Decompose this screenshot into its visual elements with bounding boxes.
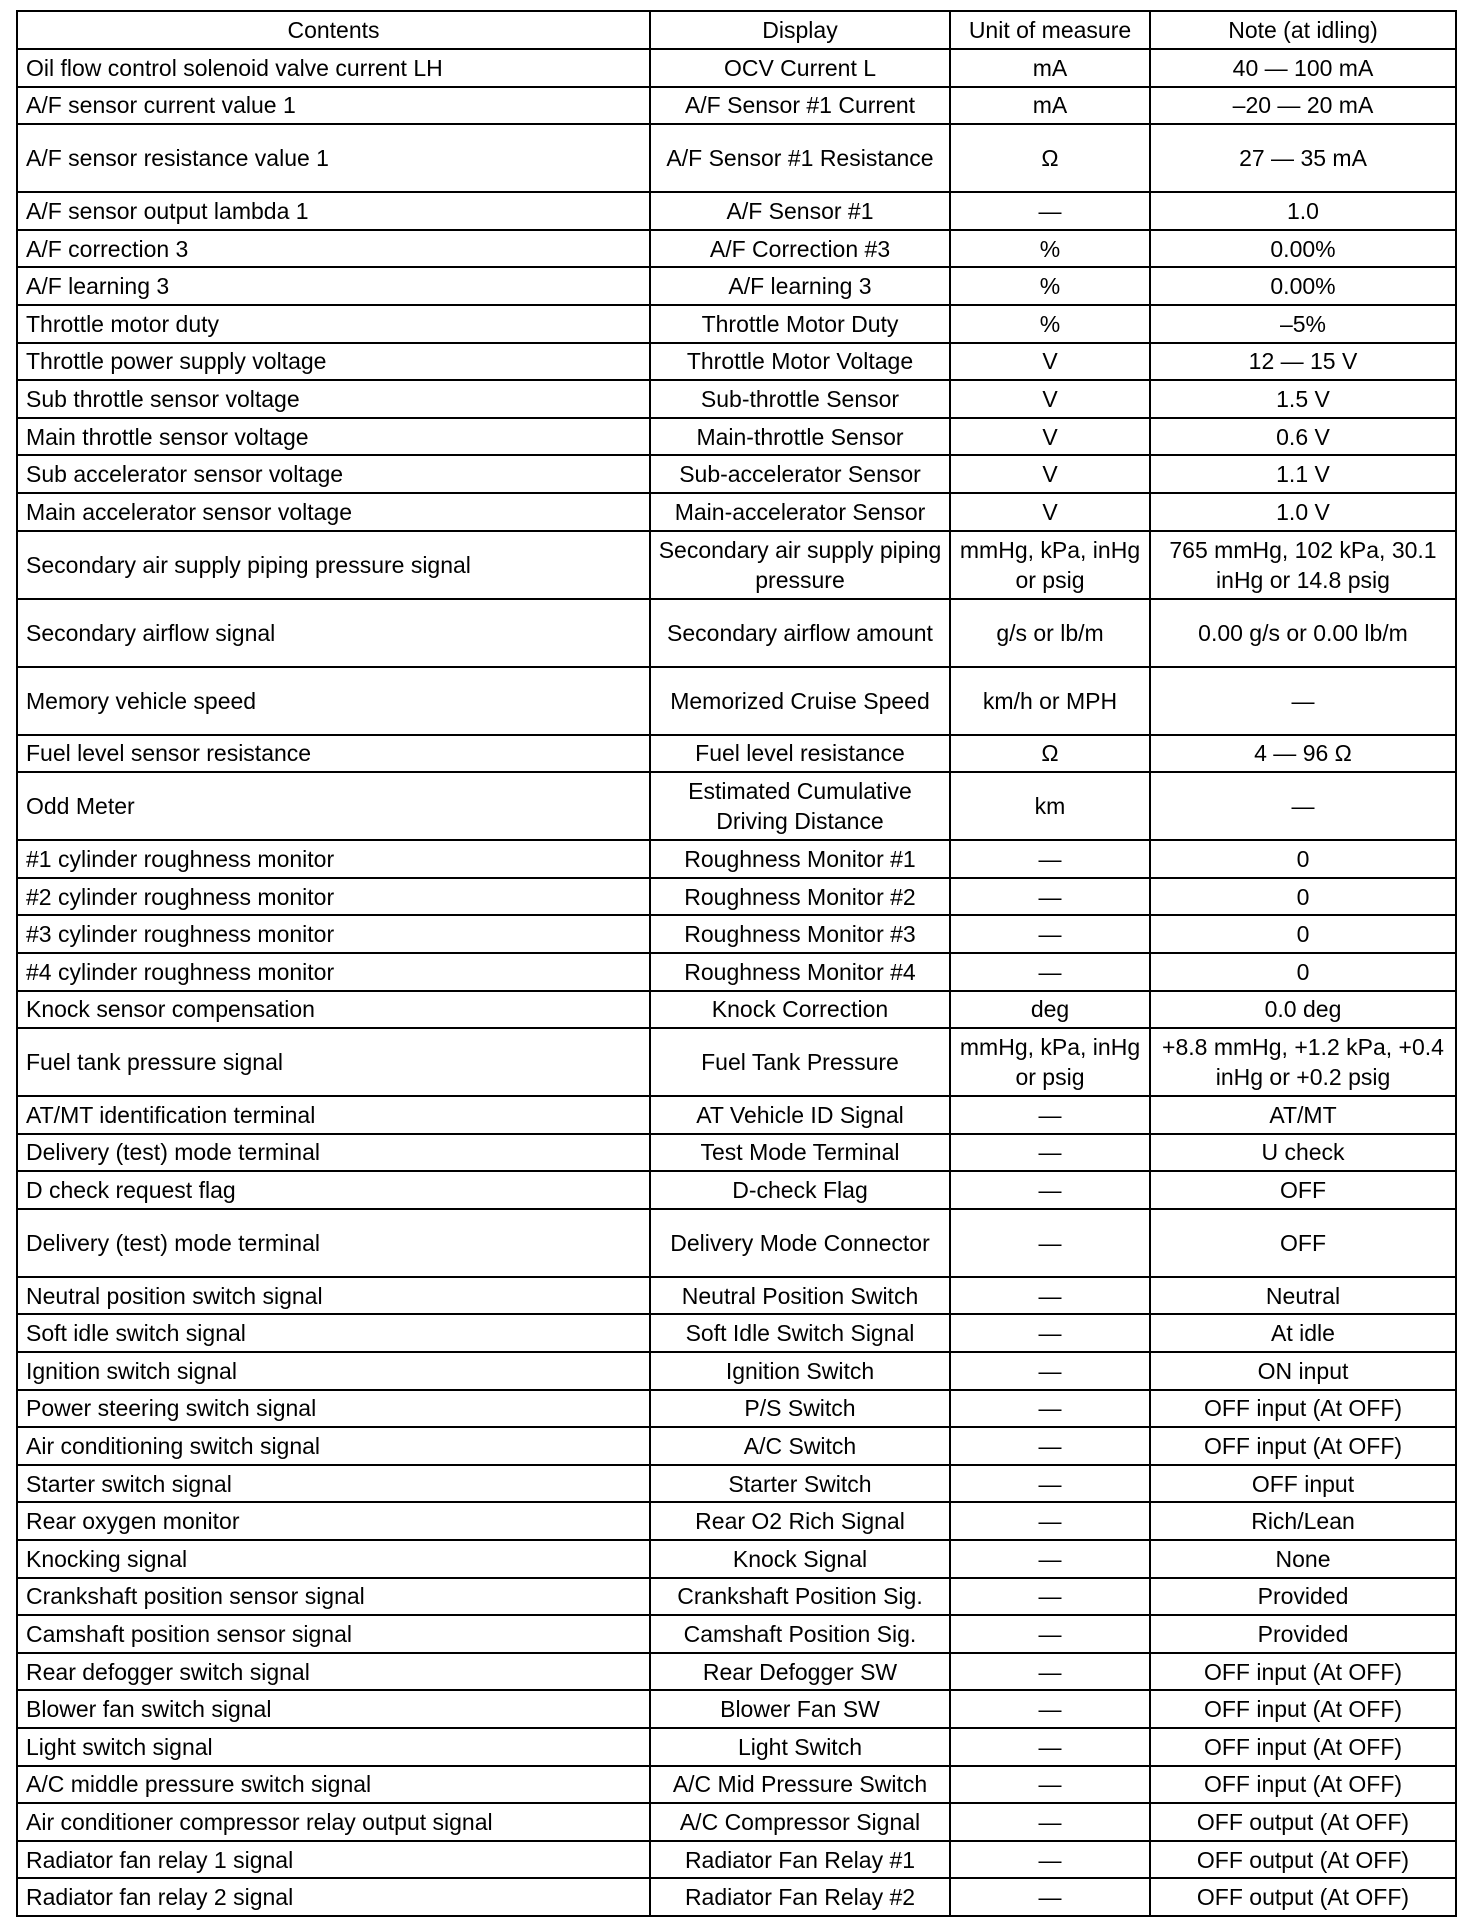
cell-display: Fuel Tank Pressure (650, 1028, 950, 1096)
cell-note: 0 (1150, 953, 1456, 991)
table-row (17, 192, 1456, 230)
cell-unit: mA (950, 49, 1150, 87)
cell-contents: Power steering switch signal (17, 1390, 650, 1428)
cell-display: Roughness Monitor #4 (650, 953, 950, 991)
cell-note: 27 — 35 mA (1150, 124, 1456, 192)
cell-contents: Blower fan switch signal (17, 1690, 650, 1728)
cell-note: OFF (1150, 1209, 1456, 1277)
cell-unit: Ω (950, 735, 1150, 773)
cell-note: –5% (1150, 305, 1456, 343)
cell-unit: % (950, 305, 1150, 343)
cell-unit: V (950, 493, 1150, 531)
table-row (17, 1803, 1456, 1841)
cell-unit: — (950, 1096, 1150, 1134)
cell-unit: — (950, 1615, 1150, 1653)
cell-contents: Neutral position switch signal (17, 1277, 650, 1315)
cell-contents: Radiator fan relay 2 signal (17, 1878, 650, 1916)
cell-note: Provided (1150, 1578, 1456, 1616)
cell-note: OFF input (At OFF) (1150, 1390, 1456, 1428)
cell-display: Fuel level resistance (650, 735, 950, 773)
cell-unit: mmHg, kPa, inHg or psig (950, 1028, 1150, 1096)
cell-unit: — (950, 915, 1150, 953)
cell-unit: — (950, 953, 1150, 991)
cell-unit: — (950, 1878, 1150, 1916)
cell-contents: #3 cylinder roughness monitor (17, 915, 650, 953)
table-row (17, 1171, 1456, 1209)
cell-note: +8.8 mmHg, +1.2 kPa, +0.4 inHg or +0.2 psig (1150, 1028, 1456, 1096)
table-row (17, 531, 1456, 599)
cell-note: — (1150, 667, 1456, 735)
cell-note: None (1150, 1540, 1456, 1578)
cell-contents: Secondary airflow signal (17, 599, 650, 667)
cell-unit: % (950, 230, 1150, 268)
table-row (17, 1540, 1456, 1578)
cell-display: Memorized Cruise Speed (650, 667, 950, 735)
cell-display: Rear Defogger SW (650, 1653, 950, 1691)
cell-unit: — (950, 1690, 1150, 1728)
table-row (17, 1209, 1456, 1277)
cell-note: 1.0 V (1150, 493, 1456, 531)
cell-contents: Camshaft position sensor signal (17, 1615, 650, 1653)
cell-contents: Main accelerator sensor voltage (17, 493, 650, 531)
cell-display: Roughness Monitor #1 (650, 840, 950, 878)
cell-note: 765 mmHg, 102 kPa, 30.1 inHg or 14.8 psig (1150, 531, 1456, 599)
table-row (17, 772, 1456, 840)
cell-note: U check (1150, 1134, 1456, 1172)
cell-display: A/C Mid Pressure Switch (650, 1766, 950, 1804)
cell-display: Main-throttle Sensor (650, 418, 950, 456)
cell-display: Radiator Fan Relay #1 (650, 1841, 950, 1879)
cell-contents: Delivery (test) mode terminal (17, 1134, 650, 1172)
cell-unit: — (950, 1502, 1150, 1540)
cell-contents: A/F correction 3 (17, 230, 650, 268)
cell-unit: V (950, 418, 1150, 456)
cell-contents: Air conditioning switch signal (17, 1427, 650, 1465)
cell-note: 0.00% (1150, 230, 1456, 268)
cell-display: A/F Sensor #1 Current (650, 87, 950, 125)
cell-unit: — (950, 1134, 1150, 1172)
cell-note: OFF input (At OFF) (1150, 1690, 1456, 1728)
cell-unit: g/s or lb/m (950, 599, 1150, 667)
cell-display: P/S Switch (650, 1390, 950, 1428)
table-row (17, 1427, 1456, 1465)
cell-unit: — (950, 1766, 1150, 1804)
cell-display: Roughness Monitor #2 (650, 878, 950, 916)
table-row (17, 380, 1456, 418)
cell-unit: km (950, 772, 1150, 840)
table-row (17, 915, 1456, 953)
cell-display: Main-accelerator Sensor (650, 493, 950, 531)
cell-display: Rear O2 Rich Signal (650, 1502, 950, 1540)
cell-display: Radiator Fan Relay #2 (650, 1878, 950, 1916)
monitor-data-table (16, 10, 1457, 1917)
cell-unit: — (950, 1277, 1150, 1315)
cell-display: Delivery Mode Connector (650, 1209, 950, 1277)
table-row (17, 493, 1456, 531)
cell-contents: Main throttle sensor voltage (17, 418, 650, 456)
cell-unit: — (950, 192, 1150, 230)
cell-unit: — (950, 1390, 1150, 1428)
cell-display: Throttle Motor Voltage (650, 343, 950, 381)
cell-note: 0.00 g/s or 0.00 lb/m (1150, 599, 1456, 667)
table-row (17, 1841, 1456, 1879)
cell-contents: Oil flow control solenoid valve current LH (17, 49, 650, 87)
cell-display: Secondary airflow amount (650, 599, 950, 667)
cell-display: Knock Correction (650, 991, 950, 1029)
cell-contents: Delivery (test) mode terminal (17, 1209, 650, 1277)
cell-unit: V (950, 343, 1150, 381)
table-row (17, 1690, 1456, 1728)
cell-note: OFF input (1150, 1465, 1456, 1503)
cell-unit: Ω (950, 124, 1150, 192)
cell-unit: — (950, 1209, 1150, 1277)
header-note: Note (at idling) (1150, 11, 1456, 49)
cell-contents: Secondary air supply piping pressure signal (17, 531, 650, 599)
cell-note: OFF input (At OFF) (1150, 1427, 1456, 1465)
cell-display: Secondary air supply piping pressure (650, 531, 950, 599)
table-row (17, 878, 1456, 916)
cell-contents: A/C middle pressure switch signal (17, 1766, 650, 1804)
table-header-row (17, 11, 1456, 49)
cell-contents: Throttle motor duty (17, 305, 650, 343)
cell-display: A/F Correction #3 (650, 230, 950, 268)
cell-display: A/F learning 3 (650, 267, 950, 305)
table-row (17, 49, 1456, 87)
table-row (17, 599, 1456, 667)
cell-note: At idle (1150, 1314, 1456, 1352)
table-row (17, 267, 1456, 305)
cell-display: Ignition Switch (650, 1352, 950, 1390)
cell-display: Sub-accelerator Sensor (650, 455, 950, 493)
cell-unit: — (950, 1728, 1150, 1766)
cell-unit: — (950, 1465, 1150, 1503)
cell-contents: Soft idle switch signal (17, 1314, 650, 1352)
cell-contents: Radiator fan relay 1 signal (17, 1841, 650, 1879)
cell-display: Light Switch (650, 1728, 950, 1766)
cell-display: A/C Compressor Signal (650, 1803, 950, 1841)
cell-contents: Rear oxygen monitor (17, 1502, 650, 1540)
table-row (17, 1465, 1456, 1503)
cell-note: 0.6 V (1150, 418, 1456, 456)
table-row (17, 953, 1456, 991)
table-row (17, 735, 1456, 773)
table-row (17, 1134, 1456, 1172)
cell-contents: Ignition switch signal (17, 1352, 650, 1390)
cell-note: 1.1 V (1150, 455, 1456, 493)
data-table-page (16, 10, 1455, 1917)
cell-note: OFF (1150, 1171, 1456, 1209)
table-row (17, 1314, 1456, 1352)
cell-unit: mmHg, kPa, inHg or psig (950, 531, 1150, 599)
cell-unit: — (950, 1841, 1150, 1879)
cell-contents: Knock sensor compensation (17, 991, 650, 1029)
cell-contents: Memory vehicle speed (17, 667, 650, 735)
cell-unit: — (950, 840, 1150, 878)
table-row (17, 418, 1456, 456)
cell-note: 0 (1150, 878, 1456, 916)
cell-unit: — (950, 1171, 1150, 1209)
table-row (17, 1096, 1456, 1134)
cell-contents: Air conditioner compressor relay output signal (17, 1803, 650, 1841)
table-row (17, 1390, 1456, 1428)
cell-note: 1.0 (1150, 192, 1456, 230)
cell-unit: % (950, 267, 1150, 305)
table-row (17, 343, 1456, 381)
cell-unit: mA (950, 87, 1150, 125)
cell-contents: #1 cylinder roughness monitor (17, 840, 650, 878)
cell-display: Estimated Cumulative Driving Distance (650, 772, 950, 840)
table-row (17, 124, 1456, 192)
cell-note: OFF input (At OFF) (1150, 1766, 1456, 1804)
cell-unit: — (950, 1653, 1150, 1691)
header-contents: Contents (17, 11, 650, 49)
cell-note: Provided (1150, 1615, 1456, 1653)
table-row (17, 1766, 1456, 1804)
cell-display: Camshaft Position Sig. (650, 1615, 950, 1653)
cell-display: Crankshaft Position Sig. (650, 1578, 950, 1616)
table-row (17, 230, 1456, 268)
cell-display: Neutral Position Switch (650, 1277, 950, 1315)
cell-display: A/F Sensor #1 Resistance (650, 124, 950, 192)
cell-unit: — (950, 1352, 1150, 1390)
cell-display: A/F Sensor #1 (650, 192, 950, 230)
table-row (17, 1028, 1456, 1096)
cell-note: Neutral (1150, 1277, 1456, 1315)
table-row (17, 1878, 1456, 1916)
cell-note: ON input (1150, 1352, 1456, 1390)
cell-contents: AT/MT identification terminal (17, 1096, 650, 1134)
cell-unit: deg (950, 991, 1150, 1029)
cell-note: OFF output (At OFF) (1150, 1841, 1456, 1879)
cell-display: Roughness Monitor #3 (650, 915, 950, 953)
cell-note: AT/MT (1150, 1096, 1456, 1134)
cell-note: –20 — 20 mA (1150, 87, 1456, 125)
cell-note: 0.0 deg (1150, 991, 1456, 1029)
cell-note: 0 (1150, 915, 1456, 953)
cell-contents: #2 cylinder roughness monitor (17, 878, 650, 916)
table-row (17, 1502, 1456, 1540)
cell-note: 0 (1150, 840, 1456, 878)
cell-note: 0.00% (1150, 267, 1456, 305)
table-row (17, 1653, 1456, 1691)
cell-contents: Sub accelerator sensor voltage (17, 455, 650, 493)
cell-unit: — (950, 1803, 1150, 1841)
cell-unit: V (950, 455, 1150, 493)
cell-unit: — (950, 1427, 1150, 1465)
cell-unit: — (950, 1314, 1150, 1352)
cell-note: OFF input (At OFF) (1150, 1653, 1456, 1691)
cell-unit: km/h or MPH (950, 667, 1150, 735)
cell-note: OFF output (At OFF) (1150, 1803, 1456, 1841)
cell-contents: Fuel tank pressure signal (17, 1028, 650, 1096)
cell-display: D-check Flag (650, 1171, 950, 1209)
cell-contents: Starter switch signal (17, 1465, 650, 1503)
cell-contents: D check request flag (17, 1171, 650, 1209)
cell-note: OFF output (At OFF) (1150, 1878, 1456, 1916)
header-unit: Unit of measure (950, 11, 1150, 49)
cell-unit: — (950, 1540, 1150, 1578)
cell-contents: Knocking signal (17, 1540, 650, 1578)
cell-note: 1.5 V (1150, 380, 1456, 418)
cell-display: Soft Idle Switch Signal (650, 1314, 950, 1352)
cell-contents: A/F sensor current value 1 (17, 87, 650, 125)
cell-display: Sub-throttle Sensor (650, 380, 950, 418)
table-row (17, 991, 1456, 1029)
cell-note: 40 — 100 mA (1150, 49, 1456, 87)
cell-note: 4 — 96 Ω (1150, 735, 1456, 773)
header-display: Display (650, 11, 950, 49)
cell-contents: #4 cylinder roughness monitor (17, 953, 650, 991)
cell-note: OFF input (At OFF) (1150, 1728, 1456, 1766)
cell-note: — (1150, 772, 1456, 840)
cell-contents: A/F learning 3 (17, 267, 650, 305)
table-row (17, 667, 1456, 735)
table-row (17, 305, 1456, 343)
cell-display: Test Mode Terminal (650, 1134, 950, 1172)
table-row (17, 1728, 1456, 1766)
table-row (17, 1615, 1456, 1653)
table-row (17, 840, 1456, 878)
cell-contents: Crankshaft position sensor signal (17, 1578, 650, 1616)
table-row (17, 1352, 1456, 1390)
cell-contents: Fuel level sensor resistance (17, 735, 650, 773)
cell-contents: Throttle power supply voltage (17, 343, 650, 381)
cell-contents: A/F sensor resistance value 1 (17, 124, 650, 192)
cell-display: OCV Current L (650, 49, 950, 87)
cell-unit: V (950, 380, 1150, 418)
cell-display: Blower Fan SW (650, 1690, 950, 1728)
cell-contents: Odd Meter (17, 772, 650, 840)
cell-display: Starter Switch (650, 1465, 950, 1503)
cell-contents: A/F sensor output lambda 1 (17, 192, 650, 230)
cell-display: AT Vehicle ID Signal (650, 1096, 950, 1134)
cell-contents: Light switch signal (17, 1728, 650, 1766)
cell-unit: — (950, 1578, 1150, 1616)
cell-note: Rich/Lean (1150, 1502, 1456, 1540)
cell-display: Throttle Motor Duty (650, 305, 950, 343)
cell-note: 12 — 15 V (1150, 343, 1456, 381)
cell-contents: Sub throttle sensor voltage (17, 380, 650, 418)
cell-display: A/C Switch (650, 1427, 950, 1465)
table-row (17, 87, 1456, 125)
table-row (17, 455, 1456, 493)
table-row (17, 1277, 1456, 1315)
cell-display: Knock Signal (650, 1540, 950, 1578)
cell-unit: — (950, 878, 1150, 916)
cell-contents: Rear defogger switch signal (17, 1653, 650, 1691)
table-row (17, 1578, 1456, 1616)
